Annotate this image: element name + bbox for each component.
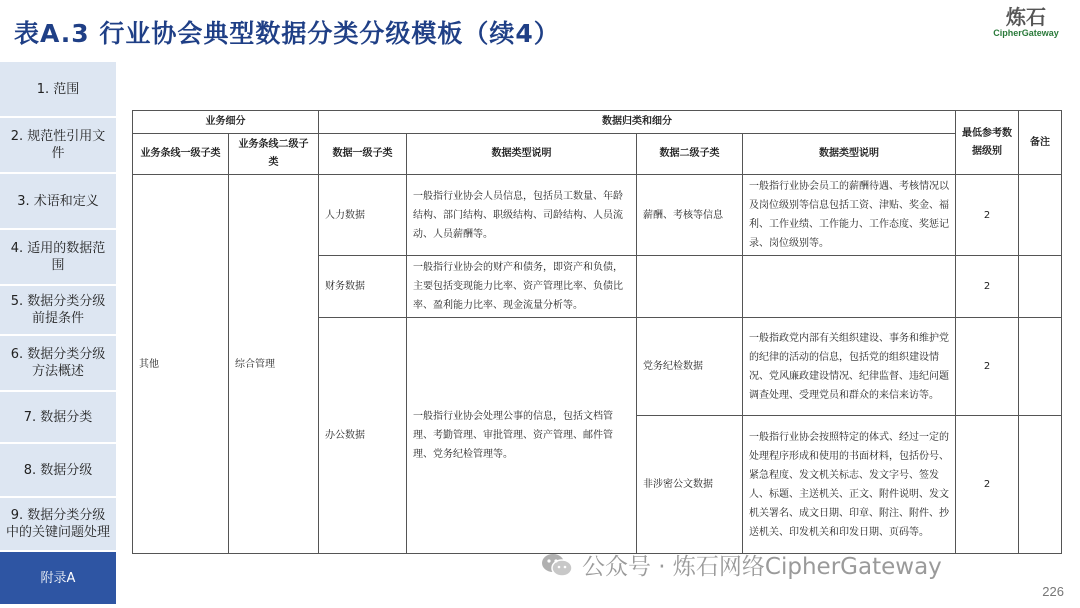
watermark <box>540 548 942 581</box>
cell-office-party-remark <box>1019 318 1062 416</box>
header-data-l2: 数据二级子类 <box>637 134 743 175</box>
header-row-1 <box>133 111 1062 134</box>
cell-finance-desc1: 一般指行业协会的财产和债务，即资产和负债，主要包括变现能力比率、资产管理比率、负债比率、盈利能力比率、现金流量分析等。 <box>407 256 637 318</box>
page-number: 226 <box>1042 584 1064 599</box>
sidebar-item-normative-references[interactable]: 2. 规范性引用文件 <box>0 118 116 174</box>
cell-hr-data1: 人力数据 <box>319 175 407 256</box>
cell-office-desc1: 一般指行业协会处理公事的信息，包括文档管理、考勤管理、审批管理、资产管理、邮件管理、党务纪检管理等。 <box>407 318 637 554</box>
table-row-hr <box>133 175 1062 256</box>
cell-finance-remark <box>1019 256 1062 318</box>
cell-office-docs-desc2: 一般指行业协会按照特定的体式、经过一定的处理程序形成和使用的书面材料，包括份号、紧急程度、发文机关标志、发文字号、签发人、标题、主送机关、正文、附件说明、发文机关署名、成文日期、印章、附注、附件、抄送机关、印发机关和印发日期、页码等。 <box>743 416 956 554</box>
sidebar-item-preconditions[interactable]: 5. 数据分类分级前提条件 <box>0 286 116 336</box>
header-business-line-l2: 业务条线二级子类 <box>229 134 319 175</box>
sidebar-item-data-scope[interactable]: 4. 适用的数据范围 <box>0 230 116 286</box>
page-title: 表A.3 行业协会典型数据分类分级模板（续4） <box>14 19 560 48</box>
sidebar-nav <box>0 62 116 608</box>
cell-finance-data1: 财务数据 <box>319 256 407 318</box>
cell-hr-desc1: 一般指行业协会人员信息，包括员工数量、年龄结构、部门结构、职级结构、司龄结构、人员流动、人员薪酬等。 <box>407 175 637 256</box>
cell-office-docs-remark <box>1019 416 1062 554</box>
header-data-l1: 数据一级子类 <box>319 134 407 175</box>
classification-table-container <box>132 110 1061 554</box>
sidebar-item-method-overview[interactable]: 6. 数据分类分级方法概述 <box>0 336 116 392</box>
cell-finance-level: 2 <box>956 256 1019 318</box>
sidebar-item-classification[interactable]: 7. 数据分类 <box>0 392 116 444</box>
header-row-2 <box>133 134 1062 175</box>
cell-finance-desc2 <box>743 256 956 318</box>
header-data-type-desc-1: 数据类型说明 <box>407 134 637 175</box>
cell-business-l1: 其他 <box>133 175 229 554</box>
header-business-line-l1: 业务条线一级子类 <box>133 134 229 175</box>
cell-hr-desc2: 一般指行业协会员工的薪酬待遇、考核情况以及岗位级别等信息包括工资、津贴、奖金、福利、工作业绩、工作能力、工作态度、奖惩记录、岗位级别等。 <box>743 175 956 256</box>
cell-office-data1: 办公数据 <box>319 318 407 554</box>
cell-office-docs-level: 2 <box>956 416 1019 554</box>
cell-business-l2: 综合管理 <box>229 175 319 554</box>
watermark-text: 公众号 · 炼石网络CipherGateway <box>582 554 942 580</box>
cell-office-docs-data2: 非涉密公文数据 <box>637 416 743 554</box>
classification-table <box>132 110 1062 554</box>
logo-cn-text: 炼石 <box>1006 5 1046 29</box>
wechat-icon <box>540 552 574 578</box>
cell-hr-remark <box>1019 175 1062 256</box>
header-min-level: 最低参考数据级别 <box>956 111 1019 175</box>
cell-office-party-data2: 党务纪检数据 <box>637 318 743 416</box>
sidebar-item-appendix-a[interactable]: 附录A <box>0 552 116 606</box>
cell-hr-data2: 薪酬、考核等信息 <box>637 175 743 256</box>
cell-finance-data2 <box>637 256 743 318</box>
sidebar-item-scope[interactable]: 1. 范围 <box>0 62 116 118</box>
brand-logo <box>986 6 1066 44</box>
header-data-classification: 数据归类和细分 <box>319 111 956 134</box>
cell-office-party-level: 2 <box>956 318 1019 416</box>
header-remark: 备注 <box>1019 111 1062 175</box>
header-business-breakdown: 业务细分 <box>133 111 319 134</box>
cell-hr-level: 2 <box>956 175 1019 256</box>
cell-office-party-desc2: 一般指政党内部有关组织建设、事务和维护党的纪律的活动的信息，包括党的组织建设情况、党风廉政建设情况、纪律监督、违纪问题调查处理、受理党员和群众的来信来访等。 <box>743 318 956 416</box>
logo-en-text: CipherGateway <box>993 28 1059 38</box>
sidebar-item-grading[interactable]: 8. 数据分级 <box>0 444 116 498</box>
sidebar-item-terms[interactable]: 3. 术语和定义 <box>0 174 116 230</box>
header-data-type-desc-2: 数据类型说明 <box>743 134 956 175</box>
sidebar-item-key-issues[interactable]: 9. 数据分类分级中的关键问题处理 <box>0 498 116 552</box>
